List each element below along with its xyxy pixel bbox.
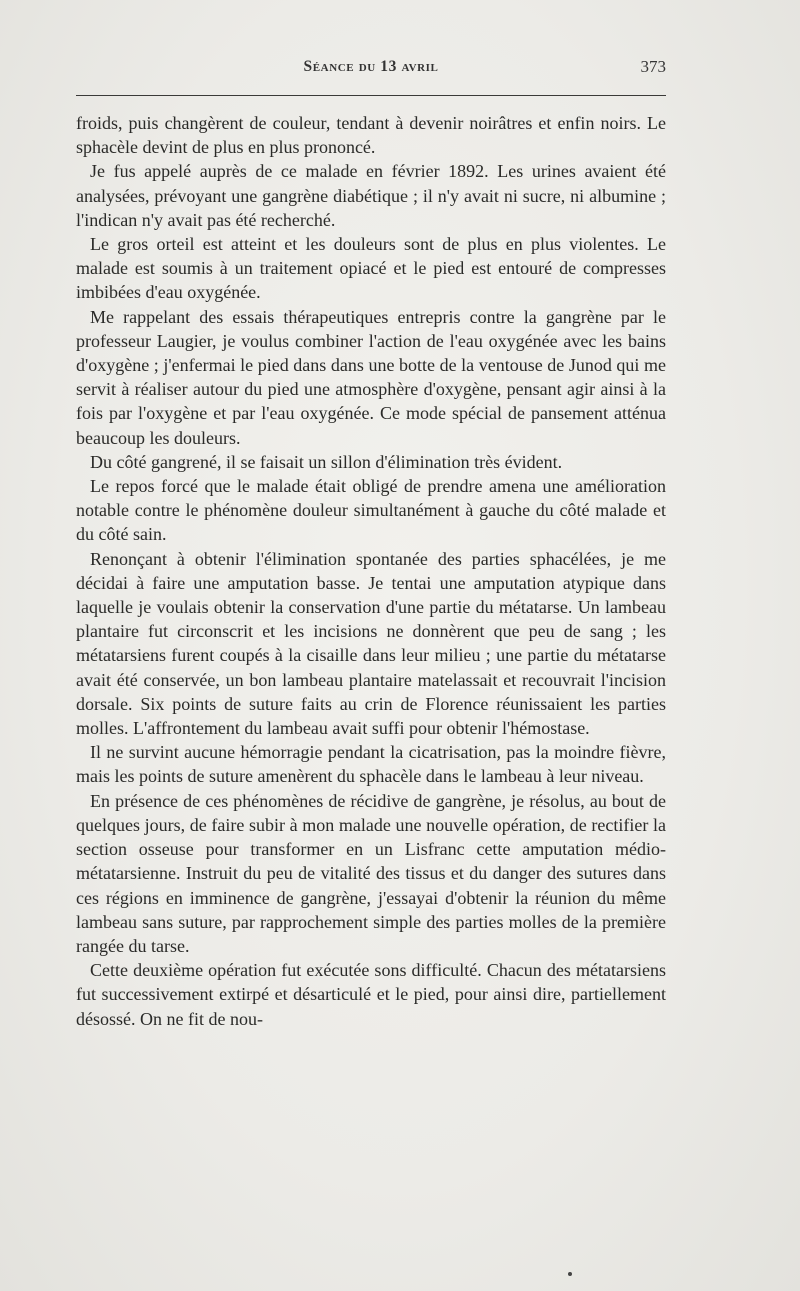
paragraph: Le repos forcé que le malade était obligé de prendre amena une amélioration notable contre le phénomène douleur simultanément à gauche du côté malade et du côté sain. (76, 476, 666, 545)
paragraph: Me rappelant des essais thérapeutiques entrepris contre la gangrène par le professeur Laugier, je voulus combiner l'action de l'eau oxygénée avec les bains d'oxygène ; j'enfermai le pied dans dans une botte de la ventouse de Junod qui me servit à réaliser autour du pied une atmosphère d'oxygène, pensant agir ainsi à la fois par l'oxygène et par l'eau oxygénée. Ce mode spécial de pansement atténua beaucoup les douleurs. (76, 306, 666, 448)
paragraph: Cette deuxième opération fut exécutée sons difficulté. Chacun des métatarsiens fut successivement extirpé et désarticulé et le pied, pour ainsi dire, partiellement désossé. On ne fit de nou- (76, 960, 666, 1029)
header-rule (76, 95, 666, 96)
paragraph: Le gros orteil est atteint et les douleurs sont de plus en plus violentes. Le malade est soumis à un traitement opiacé et le pied est entouré de compresses imbibées d'eau oxygénée. (76, 234, 666, 303)
print-speck (568, 1272, 572, 1276)
paragraph: Il ne survint aucune hémorragie pendant la cicatrisation, pas la moindre fièvre, mais les points de suture amenèrent du sphacèle dans le lambeau à leur niveau. (76, 742, 666, 787)
paragraph: En présence de ces phénomènes de récidive de gangrène, je résolus, au bout de quelques jours, de faire subir à mon malade une nouvelle opération, de rectifier la section osseuse pour transformer en un Lisfranc cette amputation médio-métatarsienne. Instruit du peu de vitalité des tissus et du danger des sutures dans ces régions en imminence de gangrène, j'essayai d'obtenir la réunion du même lambeau sans suture, par rapprochement simple des parties molles de la première rangée du tarse. (76, 790, 666, 956)
body-text (76, 111, 666, 1031)
running-title: Séance du 13 avril (303, 58, 439, 75)
page-header (76, 58, 666, 82)
paragraph: Du côté gangrené, il se faisait un sillon d'élimination très évident. (90, 451, 563, 472)
page-number: 373 (640, 57, 666, 76)
paragraph: Je fus appelé auprès de ce malade en février 1892. Les urines avaient été analysées, prévoyant une gangrène diabétique ; il n'y avait ni sucre, ni albumine ; l'indican n'y avait pas été recherché. (76, 161, 666, 230)
paragraph: froids, puis changèrent de couleur, tendant à devenir noirâtres et enfin noirs. Le sphacèle devint de plus en plus prononcé. (76, 113, 666, 158)
paragraph: Renonçant à obtenir l'élimination spontanée des parties sphacélées, je me décidai à faire une amputation basse. Je tentai une amputation atypique dans laquelle je voulais obtenir la conservation d'une partie du métatarse. Un lambeau plantaire fut circonscrit et les incisions ne donnèrent que peu de sang ; les métatarsiens furent coupés à la cisaille dans leur milieu ; une partie du métatarse avait été conservée, un bon lambeau plantaire matelassait et recouvrait l'incision dorsale. Six points de suture faits au crin de Florence réunissaient les parties molles. L'affrontement du lambeau avait suffi pour obtenir l'hémostase. (76, 548, 666, 739)
